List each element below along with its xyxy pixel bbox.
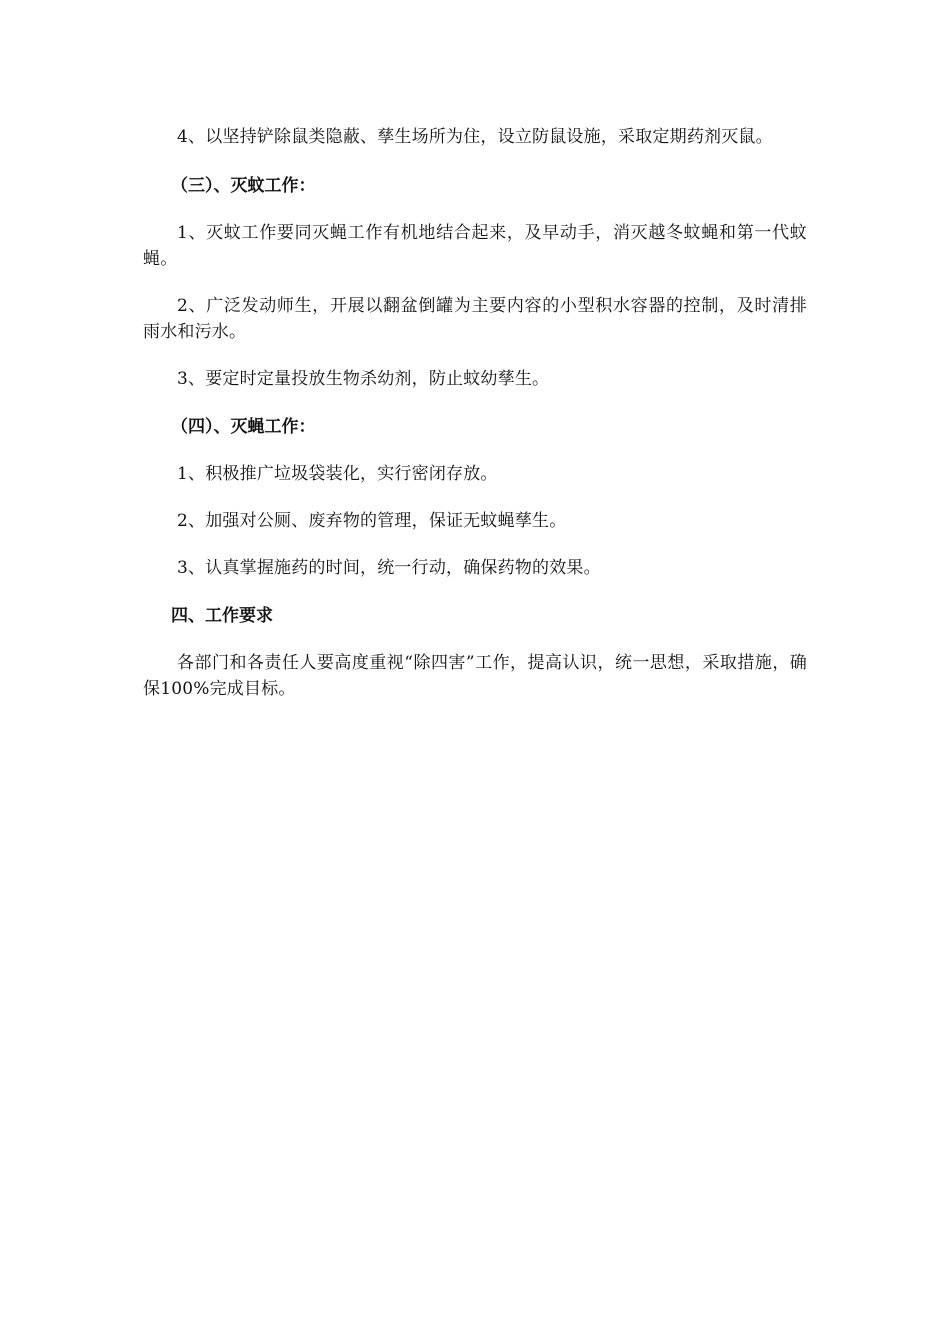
document-page: [143, 124, 807, 702]
paragraph-mosquito-1: 1、灭蚊工作要同灭蝇工作有机地结合起来，及早动手，消灭越冬蚊蝇和第一代蚊蝇。: [143, 223, 807, 269]
paragraph-mosquito-3: 3、要定时定量投放生物杀幼剂，防止蚊幼孳生。: [177, 369, 550, 389]
section-heading-requirements: 四、工作要求: [171, 606, 273, 626]
paragraph-mosquito-2: 2、广泛发动师生，开展以翻盆倒罐为主要内容的小型积水容器的控制，及时清排雨水和污水。: [143, 296, 807, 342]
paragraph-rat-4: 4、以坚持铲除鼠类隐蔽、孳生场所为住，设立防鼠设施，采取定期药剂灭鼠。: [177, 127, 773, 147]
paragraph-fly-2: 2、加强对公厕、废弃物的管理，保证无蚊蝇孳生。: [177, 511, 567, 531]
paragraph-fly-1: 1、积极推广垃圾袋装化，实行密闭存放。: [177, 464, 498, 484]
section-heading-mosquito: （三）、灭蚊工作：: [171, 176, 316, 196]
paragraph-fly-3: 3、认真掌握施药的时间，统一行动，确保药物的效果。: [177, 558, 601, 578]
paragraph-requirements: 各部门和各责任人要高度重视“除四害”工作，提高认识，统一思想，采取措施，确保100%完成目标。: [143, 653, 807, 699]
section-heading-fly: （四）、灭蝇工作：: [171, 417, 316, 437]
